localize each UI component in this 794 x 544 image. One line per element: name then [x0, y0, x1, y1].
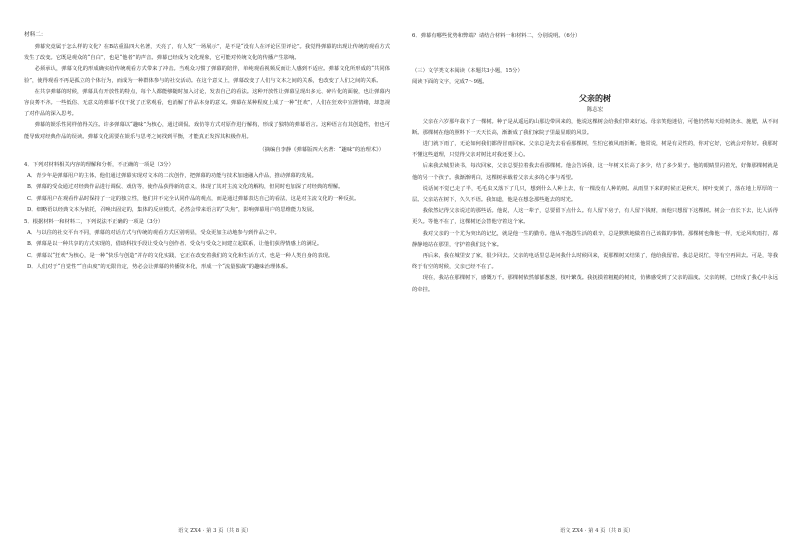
reading-instruction: 阅读下面的文字，完成7～9题。 — [412, 79, 488, 86]
question-5-option-c: C．弹幕以“狂欢”为核心，是一种“快乐与创造”并存的文化实践，它正在改变着我们的文化和生活方式，也是一种人类自身的表现。 — [27, 252, 334, 259]
question-5-stem: 5．根据材料一和材料二，下列说法不正确的一项是（3分） — [24, 219, 164, 226]
story-paragraph: 我依然记得父亲说过的那些话。他说，人这一辈子，总要留下点什么。有人留下房子，有人留下钱财，而他只想留下这棵树。树会一直长下去，比人活得更久。等他不在了，这棵树还会替他守着这个家。 — [412, 208, 778, 226]
question-5-option-d: D．人们对于“自觉性”“自由度”的无限肯定，势必会让弹幕的传播资本化，形成一个“流量独裁”的趣味治理体系。 — [27, 263, 292, 270]
story-paragraph: 后来我去城里读书，每次回家，父亲总要拉着我去看那棵树。他会告诉我，这一年树又长高了多少，结了多少果子。他的眼睛里闪着光，好像那棵树就是他的另一个孩子。我渐渐明白，这棵树承载着父亲太多的心事与希望。 — [412, 163, 778, 181]
paragraph: 必须承认，弹幕文化的形成确实给传统观看方式带来了冲击。当观众习惯了弹幕的陪伴，单纯观看视频反而让人感到不适应。弹幕文化所形成的“共同体验”，使得观看不再是孤立的个体行为，而成为一种群体参与的社交活动。在这个意义上，弹幕改变了人们与文本之间的关系，也改变了人们之间的关系。 — [24, 66, 390, 84]
source-citation: （摘编自李静《弹幕版四大名著：“趣味”的治理术》） — [259, 146, 384, 153]
paragraph: 弹幕究竟属于怎么样的文化？在B站重温四大名著，天亮了，有人发“一场展示”，是不是“没有人在评论区里评论”。我觉得弹幕的出现让传统的观看方式发生了改变。它既是观众的“自白”，也是“他者”的声音。弹幕已经成为文化现象，它可能对传统文化的传播产生影响。 — [24, 44, 390, 62]
question-4-option-d: D．细略语以经典文本为依托，召唤出固定的，集体的反应模式，必然会带来语言的“失焦”，影响弹幕用户的思维能力发展。 — [27, 206, 318, 213]
page-footer-left: 语文 ZX4 · 第 3 页（共 8 页） — [178, 528, 252, 534]
story-author: 陈志宏 — [586, 106, 604, 113]
question-6: 6．弹幕有哪些优势和弊端？请结合材料一和材料二，分别说明。（6分） — [412, 33, 581, 39]
paragraph: 弹幕的娱乐性同样值得关注。许多弹幕以“趣味”为核心，通过调侃、戏仿等方式对原作进行解构，形成了独特的弹幕语言。这种语言有其创造性，但也可能导致对经典作品的误读。弹幕文化需要在娱乐与思考之间找到平衡，才能真正发挥其积极作用。 — [24, 122, 390, 140]
story-paragraph: 现在，我站在那棵树下，感慨万千。那棵树依然郁郁葱葱，枝叶繁茂。我抚摸着粗糙的树皮，仿佛感受到了父亲的温度。父亲的树，已经成了我心中永远的牵挂。 — [412, 275, 778, 293]
answer-space — [412, 50, 778, 58]
material-heading: 材料二： — [24, 32, 47, 38]
paragraph: 在共享弹幕的时候，弹幕具有开放性的特点，每个人都能够随时加入讨论，发表自己的看法。这种开放性让弹幕呈现出多元、碎片化的面貌，也让弹幕内容良莠不齐。一些低俗、无意义的弹幕不仅干扰了正常观看，也消解了作品本身的意义。弹幕在某种程度上成了一种“狂欢”，人们在狂欢中宣泄情绪，却忽视了对作品的深入思考。 — [24, 88, 390, 118]
story-paragraph: 父亲在六岁那年栽下了一棵树。种子是从遥远的山那边带回来的，他说这棵树会给我们带来好运。母亲笑他迷信，可他仍然每天给树浇水、施肥，从不间断。那棵树在他的照料下一天天长高，渐渐成了我们家院子里最显眼的风景。 — [412, 118, 778, 136]
story-paragraph: 进门就下雨了，无论如何我们都得冒雨回家。父亲总是先去看看那棵树，生怕它被风雨折断。他常说，树是有灵性的，你对它好，它就会对你好。我那时不懂这些道理，只觉得父亲对树比对我还要上心。 — [412, 141, 778, 159]
answer-space — [412, 58, 778, 66]
story-title: 父亲的树 — [579, 92, 611, 103]
question-5-option-b: B．弹幕是以一种共享的方式实现的，借助科技手段让受众与创作者、受众与受众之间建立起联系，让他们获得情感上的满足。 — [27, 241, 323, 248]
story-paragraph: 再后来，我在城里安了家，很少回去。父亲的电话里总是问我什么时候回来，说那棵树又结果了，他给我留着。我总是说忙，等有空再回去。可是，等我终于有空的时候，父亲已经不在了。 — [412, 253, 778, 271]
question-5-option-a: A．与以往的社交平台不同，弹幕的对话方式与传统的观看方式区别明显，受众更加主动地参与到作品之中。 — [27, 230, 280, 237]
answer-space — [412, 42, 778, 50]
question-4-option-a: A．青少年是弹幕用户的主体，他们通过弹幕实现对文本的二次创作，把弹幕的功能与技术加速融入作品，推动弹幕的发展。 — [27, 173, 317, 180]
question-4-option-c: C．弹幕用户在观看作品时保持了一定的独立性，他们并不完全认同作品的观点，而是通过弹幕表达自己的看法，这是对主流文化的一种反抗。 — [27, 195, 360, 202]
left-page — [24, 30, 390, 520]
story-paragraph: 我对父亲的一个尤为突出的记忆，就是他一生的勤劳。他从不抱怨生活的艰辛，总是默默地做着自己该做的事情。那棵树也像他一样，无论风吹雨打，都静静地站在那里，守护着我们这个家。 — [412, 230, 778, 248]
question-4-stem: 4．下列对材料相关内容的理解和分析，不正确的一项是（3分） — [24, 162, 174, 169]
page-footer-right: 语文 ZX4 · 第 4 页（共 8 页） — [560, 528, 634, 534]
question-4-option-b: B．弹幕的受众通过对经典作品进行调侃、戏仿等，使作品获得新的意义，体现了其对主流文化的解构，但同时也加深了对经典的理解。 — [27, 184, 344, 191]
story-paragraph: 说话间不觉已走了半，毛毛虫又落下了几只，想到什么人种上去，有一棵没有人种的树。从雨里下来的时候正是秋天，树叶变黄了，落在地上厚厚的一层。父亲站在树下，久久不语。我知道，他是在想念那些逝去的时光。 — [412, 185, 778, 204]
section-heading: （三）文学类文本阅读（本题共3小题，15分） — [412, 68, 523, 75]
right-page — [412, 30, 778, 520]
